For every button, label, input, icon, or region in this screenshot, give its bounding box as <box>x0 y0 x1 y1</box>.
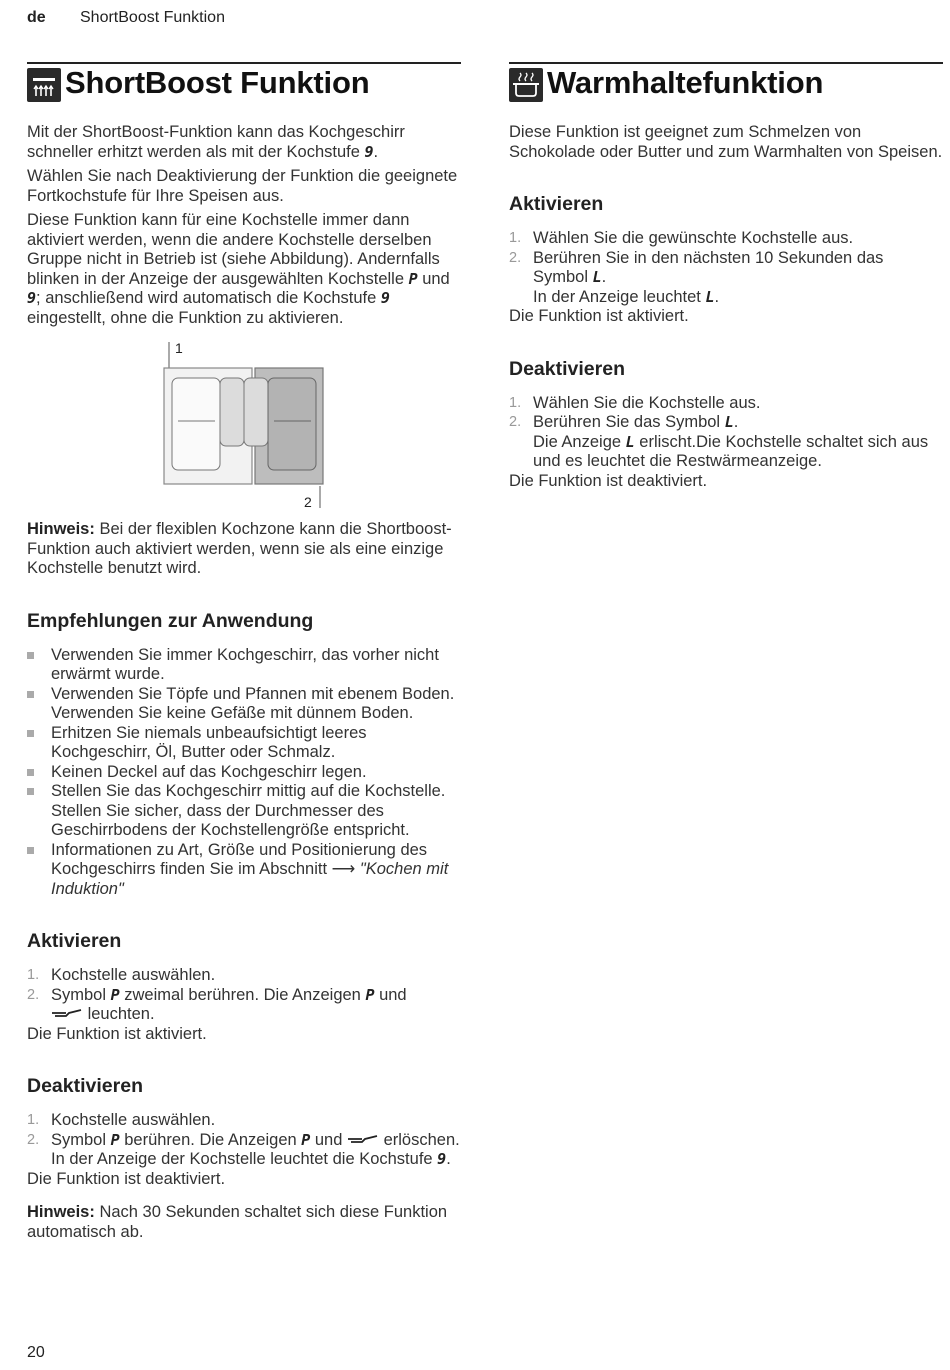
keep-warm-heading <box>509 62 943 110</box>
list-item: Verwenden Sie Töpfe und Pfannen mit ebenem Boden. Verwenden Sie keine Gefäße mit dünnem Boden. <box>27 685 461 724</box>
figure-label-1: 1 <box>175 340 183 356</box>
activate-result: Die Funktion ist aktiviert. <box>27 1024 207 1043</box>
level-9-display-icon: 9 <box>27 289 37 307</box>
activate-steps <box>27 966 461 1025</box>
shortboost-icon <box>27 68 61 102</box>
list-item: 1. Kochstelle auswählen. <box>27 1111 216 1129</box>
bullet-icon <box>27 652 34 659</box>
deactivate-result: Die Funktion ist deaktiviert. <box>27 1169 226 1188</box>
deactivate-substep: Die Anzeige L erlischt.Die Kochstelle schaltet sich aus und es leuchtet die Restwärmeanzeige. <box>533 432 929 470</box>
left-column <box>27 62 461 1242</box>
pan-boost-icon <box>51 1007 83 1019</box>
header-language: de <box>27 9 46 26</box>
deactivate-heading: Deaktivieren <box>509 357 625 380</box>
p-display-icon: P <box>365 985 375 1004</box>
keep-warm-intro: Diese Funktion ist geeignet zum Schmelzen von Schokolade oder Butter und zum Warmhalten von Speisen. <box>509 123 943 161</box>
note-flexible-zone: Hinweis: Bei der flexiblen Kochzone kann die Shortboost-Funktion auch aktiviert werden, wenn sie als eine einzige Kochstelle benutzt wird. <box>27 520 452 577</box>
intro-paragraph-1: Mit der ShortBoost-Funktion kann das Kochgeschirr schneller erhitzt werden als mit der Kochstufe 9. <box>27 123 405 161</box>
note-label: Hinweis: <box>27 1203 95 1221</box>
list-item: 1. Wählen Sie die gewünschte Kochstelle aus. <box>509 229 854 247</box>
keep-warm-icon <box>509 68 543 102</box>
l-display-icon: L <box>625 432 635 451</box>
recommendations-list <box>27 646 461 900</box>
list-item: Informationen zu Art, Größe und Positionierung des Kochgeschirrs finden Sie im Abschnitt ⟶ "Kochen mit Induktion" <box>27 841 461 900</box>
activate-heading: Aktivieren <box>509 193 604 215</box>
right-column <box>509 62 943 491</box>
page-number: 20 <box>27 1344 45 1361</box>
level-9-display-icon: 9 <box>380 289 390 307</box>
list-item: 2. Symbol P zweimal berühren. Die Anzeigen P und leuchten. <box>27 985 407 1023</box>
figure-label-2: 2 <box>304 494 312 510</box>
arrow-icon: ⟶ <box>331 860 356 878</box>
note-auto-off: Hinweis: Nach 30 Sekunden schaltet sich diese Funktion automatisch ab. <box>27 1203 448 1241</box>
list-item: Erhitzen Sie niemals unbeaufsichtigt leeres Kochgeschirr, Öl, Butter oder Schmalz. <box>27 724 461 763</box>
p-display-icon: P <box>110 985 120 1004</box>
deactivate-result: Die Funktion ist deaktiviert. <box>509 471 708 490</box>
recommendations-heading: Empfehlungen zur Anwendung <box>27 609 314 632</box>
shortboost-heading <box>27 62 461 110</box>
list-item: 2. Symbol P berühren. Die Anzeigen P und erlöschen. In der Anzeige der Kochstelle leuchtet die Kochstufe 9. <box>27 1130 460 1168</box>
activate-steps <box>509 229 943 288</box>
cooktop-zone-figure <box>27 336 461 516</box>
list-item: 2. Berühren Sie in den nächsten 10 Sekunden das Symbol L. <box>509 248 884 286</box>
activate-substep: In der Anzeige leuchtet L. <box>533 287 720 306</box>
note-label: Hinweis: <box>27 520 95 538</box>
cross-reference-link[interactable]: "Kochen mit Induktion" <box>51 860 449 898</box>
pan-boost-icon <box>347 1133 379 1145</box>
bullet-icon <box>27 769 34 776</box>
shortboost-title: ShortBoost Funktion <box>65 65 370 100</box>
p-display-icon: P <box>301 1130 311 1149</box>
activate-result: Die Funktion ist aktiviert. <box>509 307 689 325</box>
level-9-display-icon: 9 <box>437 1150 447 1168</box>
list-item: 2. Berühren Sie das Symbol L. <box>509 413 739 431</box>
l-display-icon: L <box>724 413 734 431</box>
list-item: 1. Kochstelle auswählen. <box>27 966 216 984</box>
header-title: ShortBoost Funktion <box>80 9 225 26</box>
list-item: 1. Wählen Sie die Kochstelle aus. <box>509 393 761 412</box>
deactivate-heading: Deaktivieren <box>27 1075 143 1097</box>
list-item: Stellen Sie das Kochgeschirr mittig auf die Kochstelle. Stellen Sie sicher, dass der Durchmesser des Geschirrbodens der Kochstellengröße entspricht. <box>27 782 461 841</box>
deactivate-steps <box>509 394 943 433</box>
bullet-icon <box>27 691 34 698</box>
p-display-icon: P <box>408 269 418 288</box>
deactivate-steps <box>27 1111 461 1170</box>
bullet-icon <box>27 847 34 854</box>
bullet-icon <box>27 788 34 795</box>
activate-heading: Aktivieren <box>27 930 122 952</box>
intro-paragraph-3: Diese Funktion kann für eine Kochstelle immer dann aktiviert werden, wenn die andere Kochstelle derselben Gruppe nicht in Betrieb ist (siehe Abbildung). Andernfalls blinken in der Anzeige der ausgewählten Kochstelle P und 9; anschließend wird automatisch die Kochstufe 9 eingestellt, ohne die Funktion zu aktivieren. <box>27 211 450 327</box>
p-display-icon: P <box>110 1130 120 1149</box>
intro-paragraph-2: Wählen Sie nach Deaktivierung der Funktion die geeignete Fortkochstufe für Ihre Speisen aus. <box>27 167 458 205</box>
list-item: Keinen Deckel auf das Kochgeschirr legen. <box>27 763 461 783</box>
level-9-display-icon: 9 <box>364 142 374 161</box>
list-item: Verwenden Sie immer Kochgeschirr, das vorher nicht erwärmt wurde. <box>27 646 461 685</box>
l-display-icon: L <box>705 287 715 306</box>
l-display-icon: L <box>592 268 602 286</box>
bullet-icon <box>27 730 34 737</box>
keep-warm-title: Warmhaltefunktion <box>547 65 824 100</box>
